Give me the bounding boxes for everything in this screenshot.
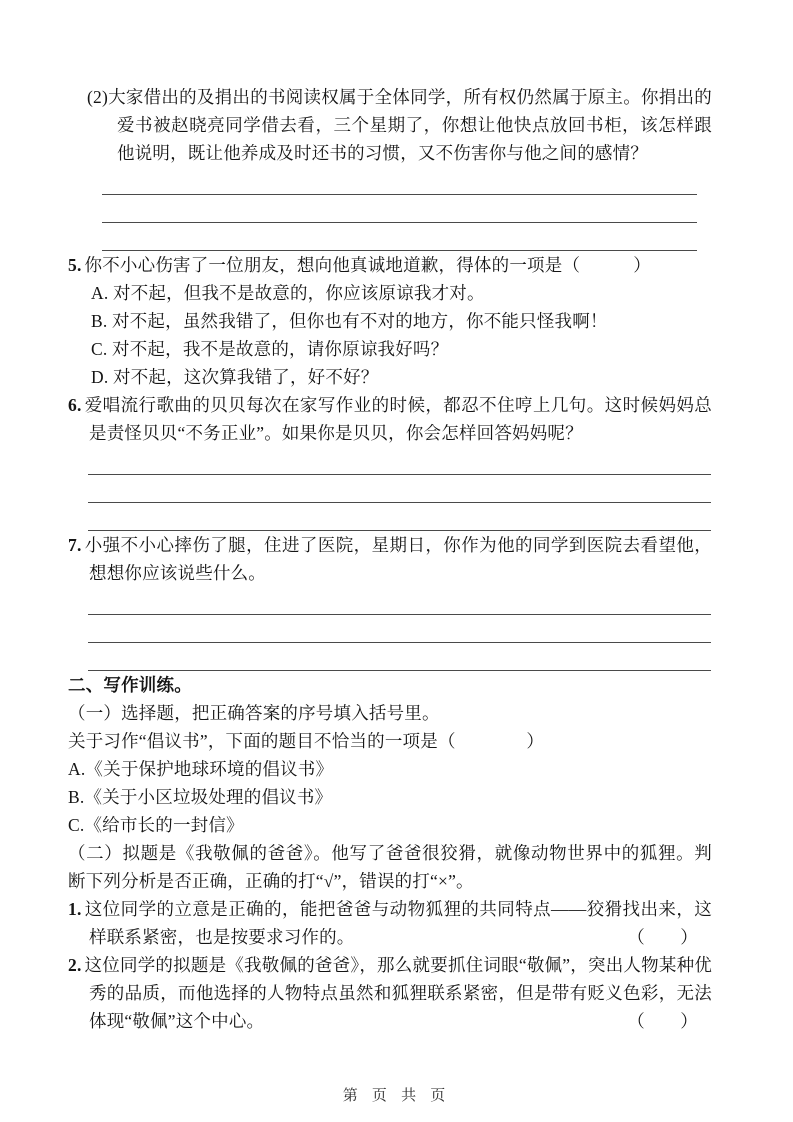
part-2-label: （二） xyxy=(68,843,123,863)
answer-line xyxy=(88,587,711,615)
judge-item-1-text: 这位同学的立意是正确的，能把爸爸与动物狐狸的共同特点——狡猾找出来，这样联系紧密，也是按要求习作的。 xyxy=(84,899,712,947)
question-7 xyxy=(68,531,712,587)
question-6-text: 爱唱流行歌曲的贝贝每次在家写作业的时候，都忍不住哼上几句。这时候妈妈总是责怪贝贝“不务正业”。如果你是贝贝，你会怎样回答妈妈呢？ xyxy=(84,395,712,443)
answer-line xyxy=(102,223,697,251)
part-1-intro-text: 选择题，把正确答案的序号填入括号里。 xyxy=(121,703,440,723)
answer-line xyxy=(88,447,711,475)
page-footer: 第 页 共 页 xyxy=(342,1087,451,1104)
answer-line xyxy=(102,195,697,223)
question-2-paragraph xyxy=(87,83,712,167)
judge-item-2 xyxy=(68,951,712,1035)
question-2-text: 大家借出的及捐出的书阅读权属于全体同学，所有权仍然属于原主。你捐出的爱书被赵晓亮同学借去看，三个星期了，你想让他快点放回书柜，该怎样跟他说明，既让他养成及时还书的习惯，又不伤害你与他之间的感情？ xyxy=(108,87,712,163)
part-2-intro-text: 拟题是《我敬佩的爸爸》。他写了爸爸很狡猾，就像动物世界中的狐狸。判断下列分析是否正确，正确的打“√”，错误的打“×”。 xyxy=(68,843,712,891)
part-1-label: （一） xyxy=(68,703,122,723)
part-1-answer-bracket: （ ） xyxy=(437,731,545,751)
question-5-number: 5. xyxy=(68,255,82,275)
judge-item-2-text: 这位同学的拟题是《我敬佩的爸爸》，那么就要抓住词眼“敬佩”，突出人物某种优秀的品质，而他选择的人物特点虽然和狐狸联系紧密，但是带有贬义色彩，无法体现“敬佩”这个中心。 xyxy=(84,955,712,1031)
judge-item-1 xyxy=(68,895,712,951)
part-1-question xyxy=(68,727,712,755)
part-1-option-c: C.《给市长的一封信》 xyxy=(68,815,244,835)
judge-item-1-answer-bracket: （ ） xyxy=(627,927,698,947)
judge-item-2-number: 2. xyxy=(68,955,82,975)
question-6 xyxy=(68,391,712,447)
question-5-text: 你不小心伤害了一位朋友，想向他真诚地道歉，得体的一项是 xyxy=(84,255,563,275)
question-5-option-c: C. 对不起，我不是故意的，请你原谅我好吗？ xyxy=(91,339,449,359)
answer-line xyxy=(88,503,711,531)
question-5-option-b: B. 对不起，虽然我错了，但你也有不对的地方，你不能只怪我啊！ xyxy=(91,311,608,331)
section-2-header: 二、写作训练。 xyxy=(68,675,192,695)
section-2-part-2-intro xyxy=(68,839,712,895)
question-5-answer-bracket: （ ） xyxy=(562,255,651,275)
answer-line xyxy=(88,615,711,643)
judge-item-2-answer-bracket: （ ） xyxy=(627,1011,698,1031)
question-5-option-d: D. 对不起，这次算我错了，好不好？ xyxy=(91,367,379,387)
part-1-option-b: B.《关于小区垃圾处理的倡议书》 xyxy=(68,787,333,807)
question-2-label: (2) xyxy=(87,87,109,107)
question-7-text: 小强不小心摔伤了腿，住进了医院，星期日，你作为他的同学到医院去看望他，想想你应该说些什么。 xyxy=(84,535,712,583)
answer-line xyxy=(88,643,711,671)
part-1-question-text: 关于习作“倡议书”，下面的题目不恰当的一项是 xyxy=(68,731,438,751)
judge-item-1-number: 1. xyxy=(68,899,82,919)
part-1-option-a: A.《关于保护地球环境的倡议书》 xyxy=(68,759,334,779)
answer-line xyxy=(102,167,697,195)
section-2-part-1-intro xyxy=(68,699,712,727)
answer-line xyxy=(88,475,711,503)
worksheet-content xyxy=(68,83,712,1035)
question-6-number: 6. xyxy=(68,395,82,415)
question-5-option-a: A. 对不起，但我不是故意的，你应该原谅我才对。 xyxy=(91,283,485,303)
question-7-number: 7. xyxy=(68,535,82,555)
question-5 xyxy=(68,251,712,279)
